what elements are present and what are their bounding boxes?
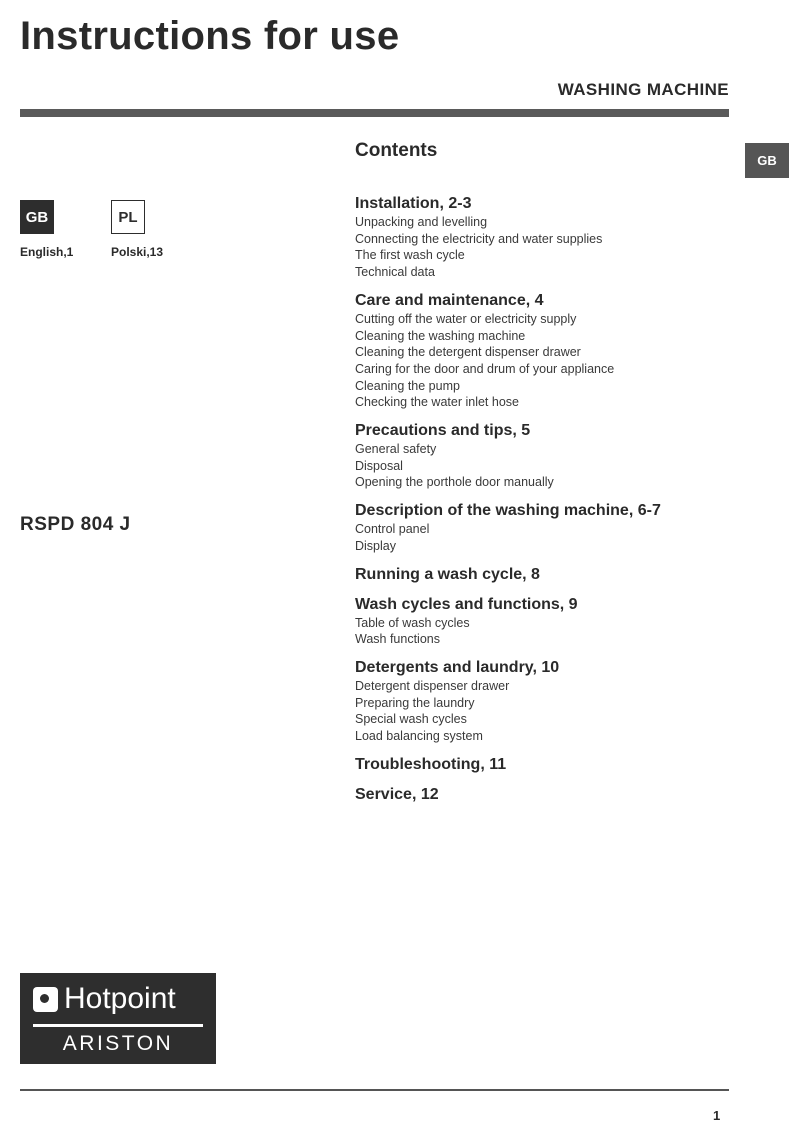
toc-item[interactable]: Technical data bbox=[355, 265, 435, 280]
toc-list bbox=[355, 194, 755, 805]
toc-item[interactable]: The first wash cycle bbox=[355, 248, 465, 263]
toc-section bbox=[355, 658, 755, 745]
toc-heading[interactable]: Service, 12 bbox=[355, 785, 439, 803]
document-subtitle: WASHING MACHINE bbox=[557, 80, 729, 99]
language-option-pl[interactable] bbox=[111, 200, 181, 259]
toc-item[interactable]: Opening the porthole door manually bbox=[355, 475, 554, 490]
toc-item[interactable]: Disposal bbox=[355, 458, 403, 473]
toc-item[interactable]: Wash functions bbox=[355, 632, 440, 647]
toc-heading[interactable]: Description of the washing machine, 6-7 bbox=[355, 502, 661, 520]
language-code-badge: PL bbox=[111, 200, 145, 234]
toc-item[interactable]: Cleaning the washing machine bbox=[355, 328, 526, 343]
toc-item[interactable]: Cleaning the pump bbox=[355, 378, 460, 393]
toc-item[interactable]: Connecting the electricity and water supplies bbox=[355, 231, 603, 246]
toc-item[interactable]: Detergent dispenser drawer bbox=[355, 678, 510, 693]
logo-sub-text: ARISTON bbox=[62, 1032, 174, 1055]
toc-heading[interactable]: Installation, 2-3 bbox=[355, 195, 472, 212]
document-title: Instructions for use bbox=[20, 14, 400, 58]
toc-item[interactable]: Preparing the laundry bbox=[355, 695, 475, 710]
toc-section bbox=[355, 595, 755, 648]
toc-heading[interactable]: Troubleshooting, 11 bbox=[355, 755, 507, 773]
toc-heading[interactable]: Precautions and tips, 5 bbox=[355, 422, 531, 440]
toc-section bbox=[355, 194, 755, 281]
language-side-tab: GB bbox=[745, 143, 789, 178]
toc-item[interactable]: Special wash cycles bbox=[355, 712, 467, 727]
footer-divider bbox=[20, 1089, 729, 1091]
toc-item[interactable]: Caring for the door and drum of your appliance bbox=[355, 361, 615, 376]
toc-heading[interactable]: Care and maintenance, 4 bbox=[355, 291, 544, 309]
toc-item[interactable]: Unpacking and levelling bbox=[355, 215, 488, 229]
logo-brand-text: Hotpoint bbox=[64, 982, 176, 1015]
toc-section bbox=[355, 785, 755, 805]
hotpoint-ariston-logo bbox=[20, 973, 216, 1064]
language-caption: Polski,13 bbox=[111, 245, 164, 259]
toc-section bbox=[355, 565, 755, 585]
contents-title: Contents bbox=[355, 140, 438, 161]
toc-section bbox=[355, 501, 755, 554]
toc-section bbox=[355, 291, 755, 411]
toc-item[interactable]: Display bbox=[355, 538, 396, 553]
toc-heading[interactable]: Running a wash cycle, 8 bbox=[355, 565, 540, 583]
toc-section bbox=[355, 421, 755, 491]
toc-heading[interactable]: Wash cycles and functions, 9 bbox=[355, 595, 578, 613]
header-divider bbox=[20, 109, 729, 117]
toc-item[interactable]: Cutting off the water or electricity supply bbox=[355, 311, 577, 326]
language-code-badge: GB bbox=[20, 200, 54, 234]
toc-item[interactable]: Table of wash cycles bbox=[355, 615, 470, 630]
toc-item[interactable]: Checking the water inlet hose bbox=[355, 395, 519, 410]
toc-heading[interactable]: Detergents and laundry, 10 bbox=[355, 658, 560, 676]
logo-divider bbox=[33, 1024, 203, 1027]
toc-item[interactable]: Cleaning the detergent dispenser drawer bbox=[355, 345, 581, 360]
toc-item[interactable]: Control panel bbox=[355, 522, 430, 537]
model-number: RSPD 804 J bbox=[20, 514, 131, 535]
table-of-contents bbox=[355, 139, 755, 815]
page-number: 1 bbox=[713, 1108, 721, 1123]
toc-item[interactable]: Load balancing system bbox=[355, 729, 483, 744]
language-option-gb[interactable] bbox=[20, 200, 90, 259]
language-caption: English,1 bbox=[20, 245, 74, 259]
toc-item[interactable]: General safety bbox=[355, 442, 437, 457]
brand-mark-icon bbox=[33, 987, 58, 1012]
toc-section bbox=[355, 755, 755, 775]
